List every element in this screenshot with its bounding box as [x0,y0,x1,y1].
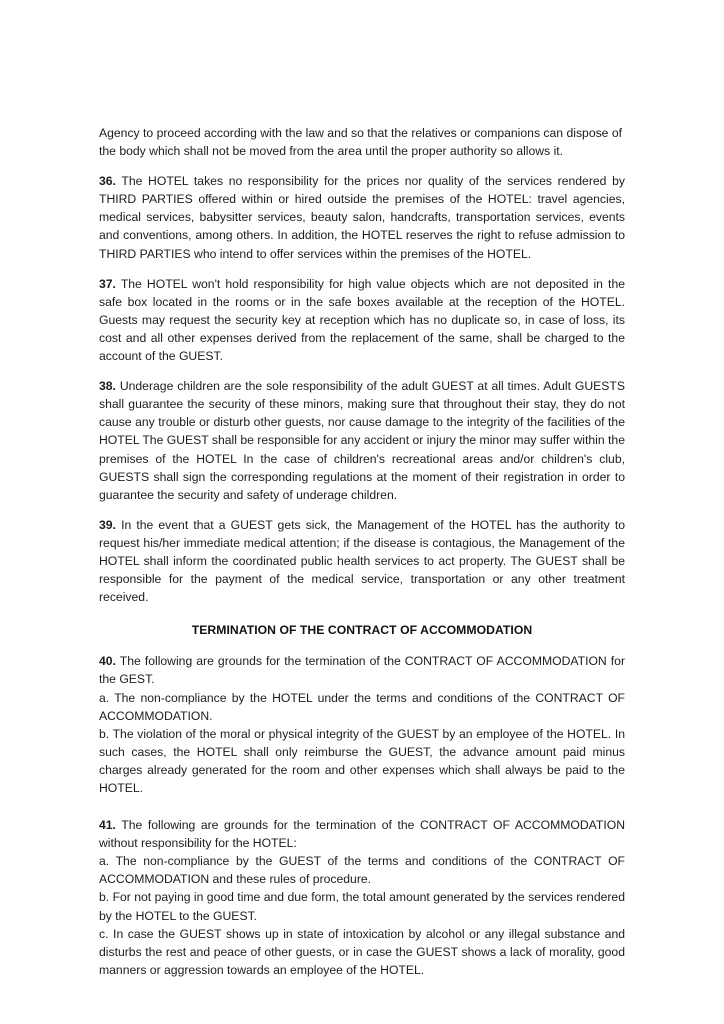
clause-36-number: 36. [99,174,116,189]
clause-39-text: In the event that a GUEST gets sick, the Management of the HOTEL has the authority to request his/her immediate medical attention; if the disease is contagious, the Management of the HOTEL shall inform the coordinated public health services to act property. The GUEST shall be responsible for the payment of the medical service, transportation or any other treatment received. [99,517,625,605]
clause-36 [99,172,625,262]
clause-41-number: 41. [99,818,116,833]
clause-38-number: 38. [99,379,116,394]
clause-41 [99,816,625,852]
clause-40-text: The following are grounds for the termination of the CONTRACT OF ACCOMMODATION for the GEST. [99,654,625,687]
paragraph-spacer-large [99,797,625,816]
paragraph-spacer [99,365,625,377]
clause-37-text: The HOTEL won't hold responsibility for high value objects which are not deposited in the safe box located in the rooms or in the safe boxes available at the reception of the HOTEL. Guests may request the security key at reception which has no duplicate so, in case of loss, its cost and all other expenses derived from the replacement of the same, shall be charged to the account of the GUEST. [99,276,625,364]
clause-40 [99,652,625,688]
paragraph-spacer [99,263,625,275]
clause-41-text: The following are grounds for the termination of the CONTRACT OF ACCOMMODATION without responsibility for the HOTEL: [99,818,625,851]
clause-38-text: Underage children are the sole responsibility of the adult GUEST at all times. Adult GUESTS shall guarantee the security of these minors, making sure that throughout their stay, they do not cause any trouble or disturb other guests, nor cause damage to the integrity of the facilities of the HOTEL The GUEST shall be responsible for any accident or injury the minor may suffer within the premises of the HOTEL In the case of children's recreational areas and/or children's club, GUESTS shall sign the corresponding regulations at the moment of their registration in order to guarantee the security and safety of underage children. [99,379,625,502]
clause-39 [99,516,625,606]
section-heading: TERMINATION OF THE CONTRACT OF ACCOMMODATION [191,623,533,638]
clause-37-number: 37. [99,276,116,291]
clause-38 [99,377,625,504]
clause-41-item-b: b. For not paying in good time and due form, the total amount generated by the services rendered by the HOTEL to the GUEST. [99,890,625,923]
paragraph-spacer [99,160,625,172]
paragraph-spacer [99,504,625,516]
clause-41-item-c: c. In case the GUEST shows up in state of intoxication by alcohol or any illegal substance and disturbs the rest and peace of other guests, or in case the GUEST shows a lack of morality, good manners or aggression towards an employee of the HOTEL. [99,926,625,977]
clause-37 [99,275,625,365]
heading-spacer-after [99,639,625,652]
clause-40-number: 40. [99,654,116,669]
heading-spacer-before [99,606,625,621]
clause-39-number: 39. [99,517,116,532]
page-content [99,124,625,979]
clause-40-item-a: a. The non-compliance by the HOTEL under the terms and conditions of the CONTRACT OF ACCOMMODATION. [99,690,625,723]
clause-36-text: The HOTEL takes no responsibility for the prices nor quality of the services rendered by THIRD PARTIES offered within or hired outside the premises of the HOTEL: travel agencies, medical services, babysitter services, beauty salon, handcrafts, transportation services, events and conventions, among others. In addition, the HOTEL reserves the right to refuse admission to THIRD PARTIES who intend to offer services within the premises of the HOTEL. [99,174,625,261]
clause-41-item-a: a. The non-compliance by the GUEST of the terms and conditions of the CONTRACT OF ACCOMMODATION and these rules of procedure. [99,854,625,887]
clause-40-item-b: b. The violation of the moral or physical integrity of the GUEST by an employee of the HOTEL. In such cases, the HOTEL shall only reimburse the GUEST, the advance amount paid minus charges already generated for the room and other expenses which shall always be paid to the HOTEL. [99,726,625,795]
paragraph-continued: Agency to proceed according with the law and so that the relatives or companions can dispose of the body which shall not be moved from the area until the proper authority so allows it. [99,126,623,159]
